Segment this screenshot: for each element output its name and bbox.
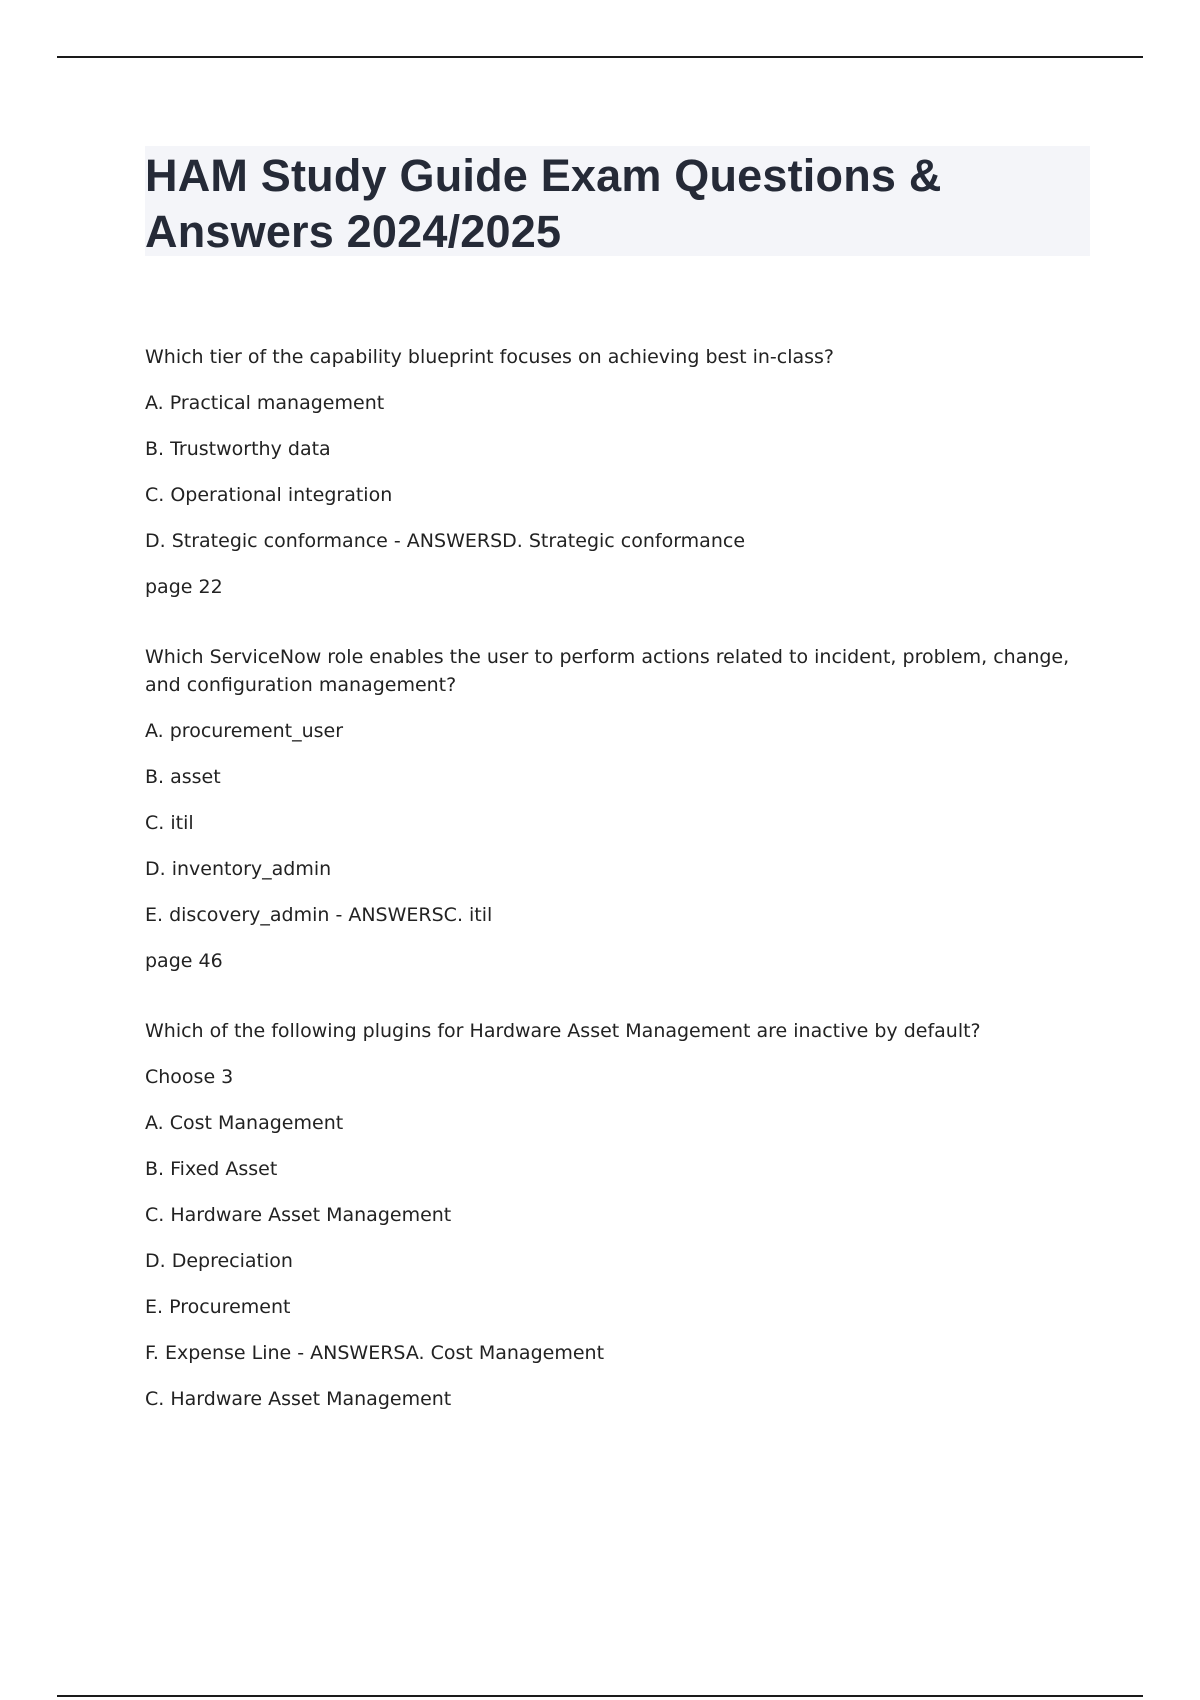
answer-option: D. inventory_admin <box>145 858 332 880</box>
answer-option: A. Cost Management <box>145 1112 344 1134</box>
answer-option: E. discovery_admin - ANSWERSC. itil <box>145 904 493 926</box>
page-reference: page 46 <box>145 950 223 972</box>
answer-option: C. Operational integration <box>145 484 393 506</box>
page-reference: page 22 <box>145 576 223 598</box>
question-text: Which ServiceNow role enables the user to perform actions related to incident, problem, change, and configuration management? <box>145 646 1070 696</box>
answer-option: B. asset <box>145 766 221 788</box>
document-title: HAM Study Guide Exam Questions & Answers 2024/2025 <box>145 150 942 257</box>
answer-option: B. Fixed Asset <box>145 1158 278 1180</box>
answer-option: B. Trustworthy data <box>145 438 331 460</box>
question-text: Which of the following plugins for Hardware Asset Management are inactive by default? <box>145 1020 981 1042</box>
answer-option: D. Strategic conformance - ANSWERSD. Strategic conformance <box>145 530 746 552</box>
instruction-text: Choose 3 <box>145 1066 234 1088</box>
question-block <box>145 643 1085 975</box>
question-text: Which tier of the capability blueprint focuses on achieving best in-class? <box>145 346 835 368</box>
answer-option: D. Depreciation <box>145 1250 293 1272</box>
answer-option: C. Hardware Asset Management <box>145 1388 452 1410</box>
answer-option: F. Expense Line - ANSWERSA. Cost Management <box>145 1342 605 1364</box>
top-rule <box>57 56 1143 58</box>
question-block <box>145 1017 1085 1413</box>
answer-option: A. procurement_user <box>145 720 344 742</box>
answer-option: E. Procurement <box>145 1296 291 1318</box>
question-list <box>145 343 1085 1455</box>
answer-option: C. Hardware Asset Management <box>145 1204 452 1226</box>
bottom-rule <box>57 1695 1143 1697</box>
question-block <box>145 343 1085 601</box>
answer-option: C. itil <box>145 812 194 834</box>
title-banner <box>145 146 1090 256</box>
answer-option: A. Practical management <box>145 392 385 414</box>
